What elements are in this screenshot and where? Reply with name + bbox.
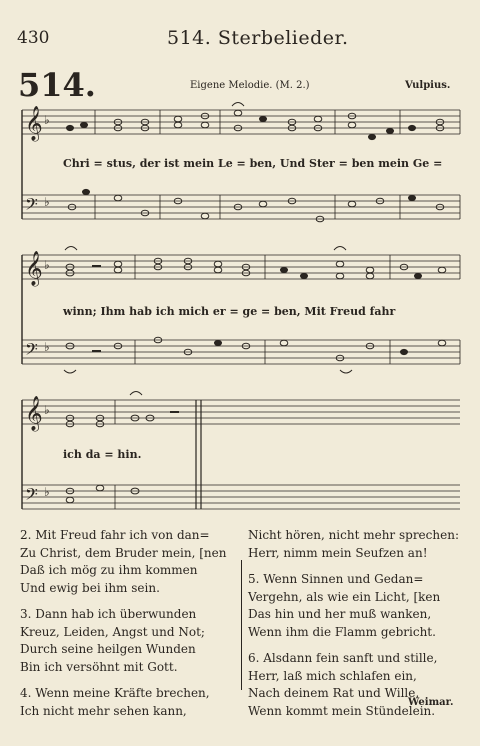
verse-5: 5. Wenn Sinnen und Gedan= Vergehn, als wie ein Licht, [ken Das hin und her muß wanken, Wenn ihm die Flamm gebricht.	[248, 572, 441, 639]
flat-sign-icon: ♭	[44, 340, 50, 354]
bass-clef-icon: 𝄢	[25, 339, 38, 363]
verse-4: 4. Wenn meine Kräfte brechen, Ich nicht mehr sehen kann,	[20, 686, 210, 718]
system-3-bass-staff	[22, 485, 460, 509]
system-2-treble-staff	[22, 255, 460, 279]
lyric-line-2: winn; Ihm hab ich mich er = ge = ben, Mit Freud fahr	[63, 305, 396, 318]
verse-6: 6. Alsdann fein sanft und stille, Herr, laß mich schlafen ein, Nach deinem Rat und Wille, Wenn kommt mein Stündelein.	[248, 651, 438, 718]
verse-3: 3. Dann hab ich überwunden Kreuz, Leiden, Angst und Not; Durch seine heilgen Wunden Bin ich versöhnt mit Gott.	[20, 607, 205, 674]
composer-name: Vulpius.	[405, 80, 451, 91]
flat-sign-icon: ♭	[44, 485, 50, 499]
lyric-line-1: Chri = stus, der ist mein Le = ben, Und Ster = ben mein Ge =	[63, 157, 443, 170]
flat-sign-icon: ♭	[44, 403, 50, 417]
lyric-line-3: ich da = hin.	[63, 448, 142, 461]
rests	[92, 265, 179, 413]
treble-clef-icon: 𝄞	[25, 396, 43, 431]
running-title: 514. Sterbelieder.	[167, 27, 349, 49]
flat-sign-icon: ♭	[44, 195, 50, 209]
fermata-marks	[64, 103, 352, 396]
page-number: 430	[17, 28, 50, 48]
system-1-bass-staff	[22, 195, 460, 219]
bass-clef-icon: 𝄢	[25, 484, 38, 508]
flat-sign-icon: ♭	[44, 113, 50, 127]
system-2-bass-staff	[22, 340, 460, 364]
system-3-treble-staff	[22, 400, 460, 424]
bass-clef-icon: 𝄢	[25, 194, 38, 218]
hymn-number: 514.	[18, 66, 96, 104]
text-attribution: Weimar.	[408, 697, 454, 708]
treble-clef-icon: 𝄞	[25, 106, 43, 141]
flat-sign-icon: ♭	[44, 258, 50, 272]
column-divider	[241, 560, 242, 690]
melody-note: Eigene Melodie. (M. 2.)	[190, 80, 310, 91]
verses-left-column	[20, 527, 238, 729]
treble-clef-icon: 𝄞	[25, 251, 43, 286]
verse-4-continued: Nicht hören, nicht mehr sprechen: Herr, nimm mein Seufzen an!	[248, 528, 459, 560]
verse-2: 2. Mit Freud fahr ich von dan= Zu Christ, dem Bruder mein, [nen Daß ich mög zu ihm kommen Und ewig bei ihm sein.	[20, 528, 227, 595]
